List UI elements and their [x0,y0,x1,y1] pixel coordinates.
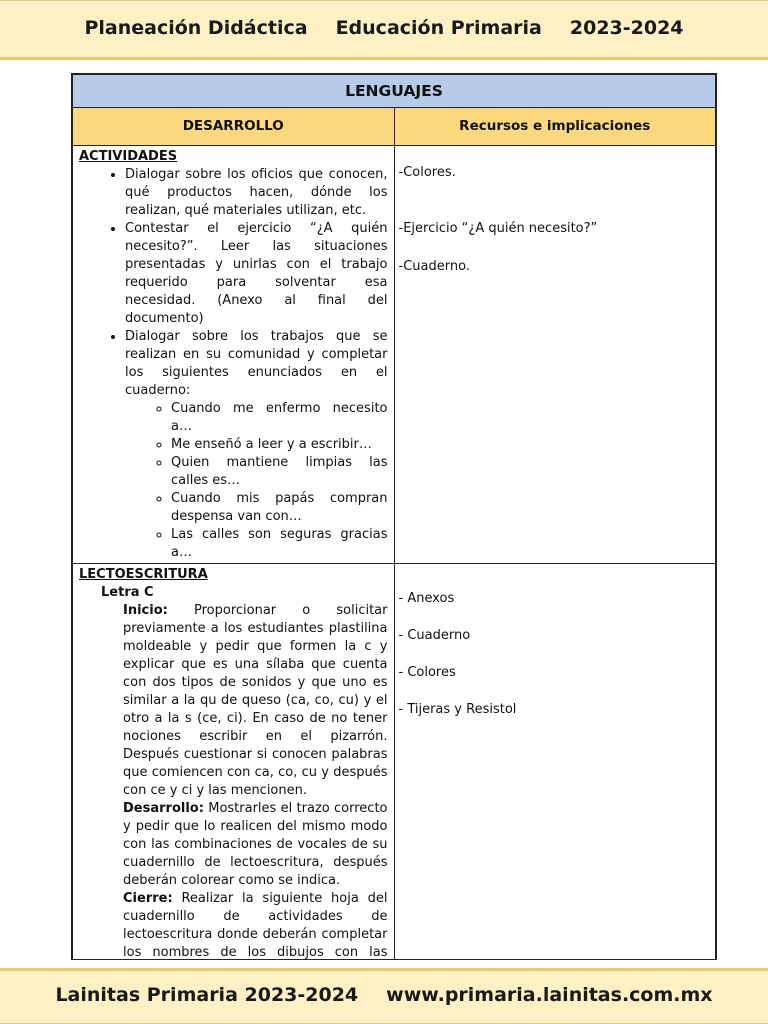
letter-title: Letra C [101,585,154,600]
resource-item: -Colores. [398,165,456,180]
resource-item: -Cuaderno. [398,259,470,274]
lesson-table [72,74,716,960]
footer-band [0,968,768,1024]
inicio-label: Inicio: [123,603,168,618]
desarrollo-label: Desarrollo: [123,801,204,816]
list-item: ◦ Cuando mis papás compran despensa van con… [171,490,388,526]
activity-cell [73,564,395,961]
list-item [125,328,388,562]
resources-cell [394,146,716,564]
inicio-text: Proporcionar o solicitar previamente a los estudiantes plastilina moldeable y pedir que formen la c y explicar que es una sílaba que cuenta con dos tipos de sonidos y que uno es similar a la qu de queso (ca, co, cu) y el otro a la s (ce, ci). En caso de no tener nociones escribir en el pizarrón. Después cuestionar si conocen palabras que comiencen con ca, co, cu y después con ce y ci y las mencionen. [123,603,388,798]
list-item: ◦ Quien mantiene limpias las calles es… [171,454,388,490]
list-item: ◦ Las calles son seguras gracias a… [171,526,388,562]
header-year: 2023-2024 [569,17,684,39]
table-row [73,146,716,564]
list-item-text: Dialogar sobre los trabajos que se realizan en su comunidad y completar los siguientes enunciados en el cuaderno: [125,329,388,398]
resource-item: -Ejercicio “¿A quién necesito?” [398,221,598,236]
list-item: ◦ Me enseñó a leer y a escribir… [171,436,388,454]
activity-list [79,166,388,562]
section-title: LECTOESCRITURA [79,567,208,582]
resource-item: - Tijeras y Resistol [398,702,517,717]
list-item: • Contestar el ejercicio “¿A quién necesito?”. Leer las situaciones presentadas y unirlas con el trabajo requerido para solventar esa necesidad. (Anexo al final del documento) [125,220,388,328]
inicio-paragraph [79,602,388,800]
header-title [0,17,768,39]
sentence-list [125,400,388,562]
table-row [73,564,716,961]
activity-cell [73,146,395,564]
list-item: • Dialogar sobre los oficios que conocen, qué productos hacen, dónde los realizan, qué materiales utilizan, etc. [125,166,388,220]
col-header-desarrollo: DESARROLLO [73,108,395,146]
footer-website: www.primaria.lainitas.com.mx [386,984,713,1006]
resource-item: - Anexos [398,591,455,606]
footer-brand: Lainitas Primaria 2023-2024 [55,984,359,1006]
cierre-label: Cierre: [123,891,173,906]
lesson-table-container [71,73,717,960]
col-header-recursos: Recursos e implicaciones [394,108,716,146]
subject-title: LENGUAJES [73,75,716,108]
resources-cell [394,564,716,961]
header-band [0,0,768,60]
footer-title [0,984,768,1006]
desarrollo-paragraph [79,800,388,890]
resource-item: - Colores [398,665,456,680]
desarrollo-text: Mostrarles el trazo correcto y pedir que lo realicen del mismo modo con las combinaciones de vocales de su cuadernillo de lectoescritura, después deberán colorear como se indica. [123,801,388,888]
header-plan: Planeación Didáctica [84,17,308,39]
header-level: Educación Primaria [335,17,542,39]
list-item: ◦ Cuando me enfermo necesito a… [171,400,388,436]
cierre-text: Realizar la siguiente hoja del cuadernillo de actividades de lectoescritura donde deberán completar los nombres de los dibujos con las [123,891,388,960]
cierre-paragraph [79,890,388,960]
resource-item: - Cuaderno [398,628,471,643]
section-title: ACTIVIDADES [79,149,178,164]
